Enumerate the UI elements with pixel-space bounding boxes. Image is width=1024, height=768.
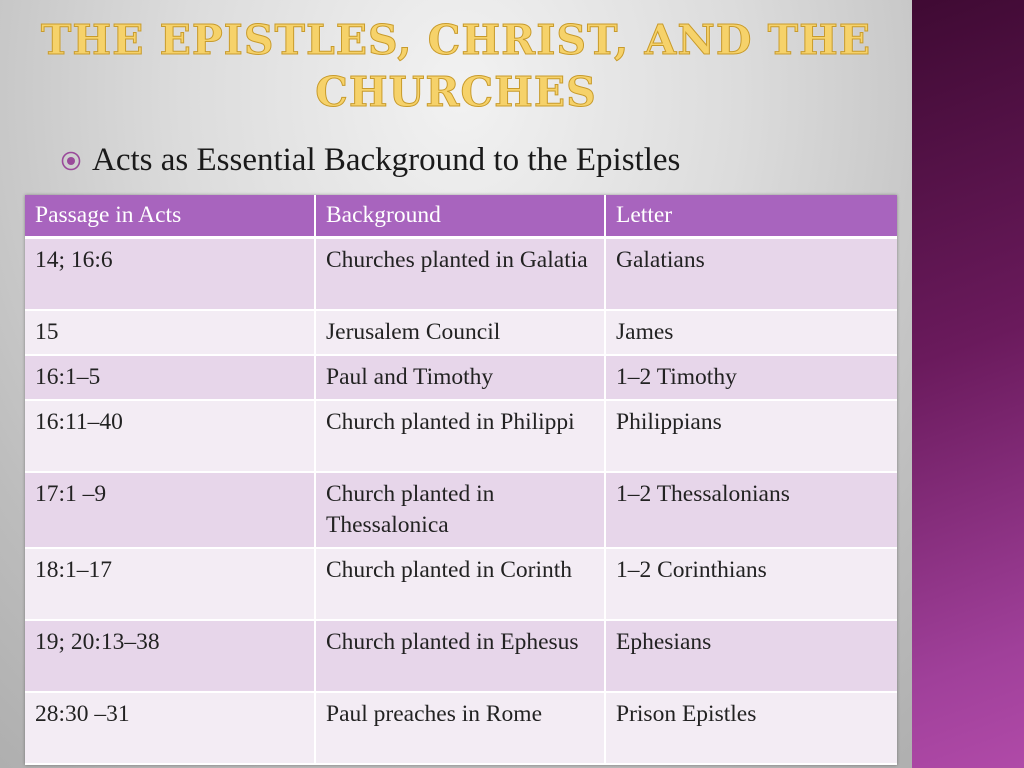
cell-passage: 19; 20:13–38 bbox=[25, 620, 315, 692]
table-row bbox=[25, 355, 897, 400]
cell-background: Churches planted in Galatia bbox=[315, 238, 605, 311]
cell-letter: Galatians bbox=[605, 238, 897, 311]
cell-letter: 1–2 Corinthians bbox=[605, 548, 897, 620]
cell-passage: 14; 16:6 bbox=[25, 238, 315, 311]
cell-letter: 1–2 Thessalonians bbox=[605, 472, 897, 548]
cell-passage: 16:1–5 bbox=[25, 355, 315, 400]
header-background: Background bbox=[315, 195, 605, 238]
cell-passage: 16:11–40 bbox=[25, 400, 315, 472]
cell-passage: 18:1–17 bbox=[25, 548, 315, 620]
table-row bbox=[25, 692, 897, 764]
table-row bbox=[25, 238, 897, 311]
cell-background: Paul preaches in Rome bbox=[315, 692, 605, 764]
header-passage: Passage in Acts bbox=[25, 195, 315, 238]
cell-background: Church planted in Thessalonica bbox=[315, 472, 605, 548]
cell-passage: 28:30 –31 bbox=[25, 692, 315, 764]
acts-background-table bbox=[25, 195, 897, 765]
bullet-text: Acts as Essential Background to the Epistles bbox=[92, 142, 681, 178]
table-row bbox=[25, 310, 897, 355]
cell-background: Church planted in Ephesus bbox=[315, 620, 605, 692]
bullet-point bbox=[60, 142, 680, 179]
cell-background: Church planted in Philippi bbox=[315, 400, 605, 472]
table-row bbox=[25, 472, 897, 548]
cell-letter: Prison Epistles bbox=[605, 692, 897, 764]
table-row bbox=[25, 620, 897, 692]
cell-letter: James bbox=[605, 310, 897, 355]
cell-letter: Philippians bbox=[605, 400, 897, 472]
cell-passage: 15 bbox=[25, 310, 315, 355]
table-row bbox=[25, 548, 897, 620]
circled-dot-icon bbox=[60, 150, 82, 172]
slide-title: THE EPISTLES, CHRIST, AND THE CHURCHES bbox=[40, 16, 872, 116]
cell-background: Paul and Timothy bbox=[315, 355, 605, 400]
cell-letter: 1–2 Timothy bbox=[605, 355, 897, 400]
cell-letter: Ephesians bbox=[605, 620, 897, 692]
decorative-side-panel bbox=[912, 0, 1024, 768]
table-header-row bbox=[25, 195, 897, 238]
header-letter: Letter bbox=[605, 195, 897, 238]
cell-background: Church planted in Corinth bbox=[315, 548, 605, 620]
cell-background: Jerusalem Council bbox=[315, 310, 605, 355]
cell-passage: 17:1 –9 bbox=[25, 472, 315, 548]
table-row bbox=[25, 400, 897, 472]
